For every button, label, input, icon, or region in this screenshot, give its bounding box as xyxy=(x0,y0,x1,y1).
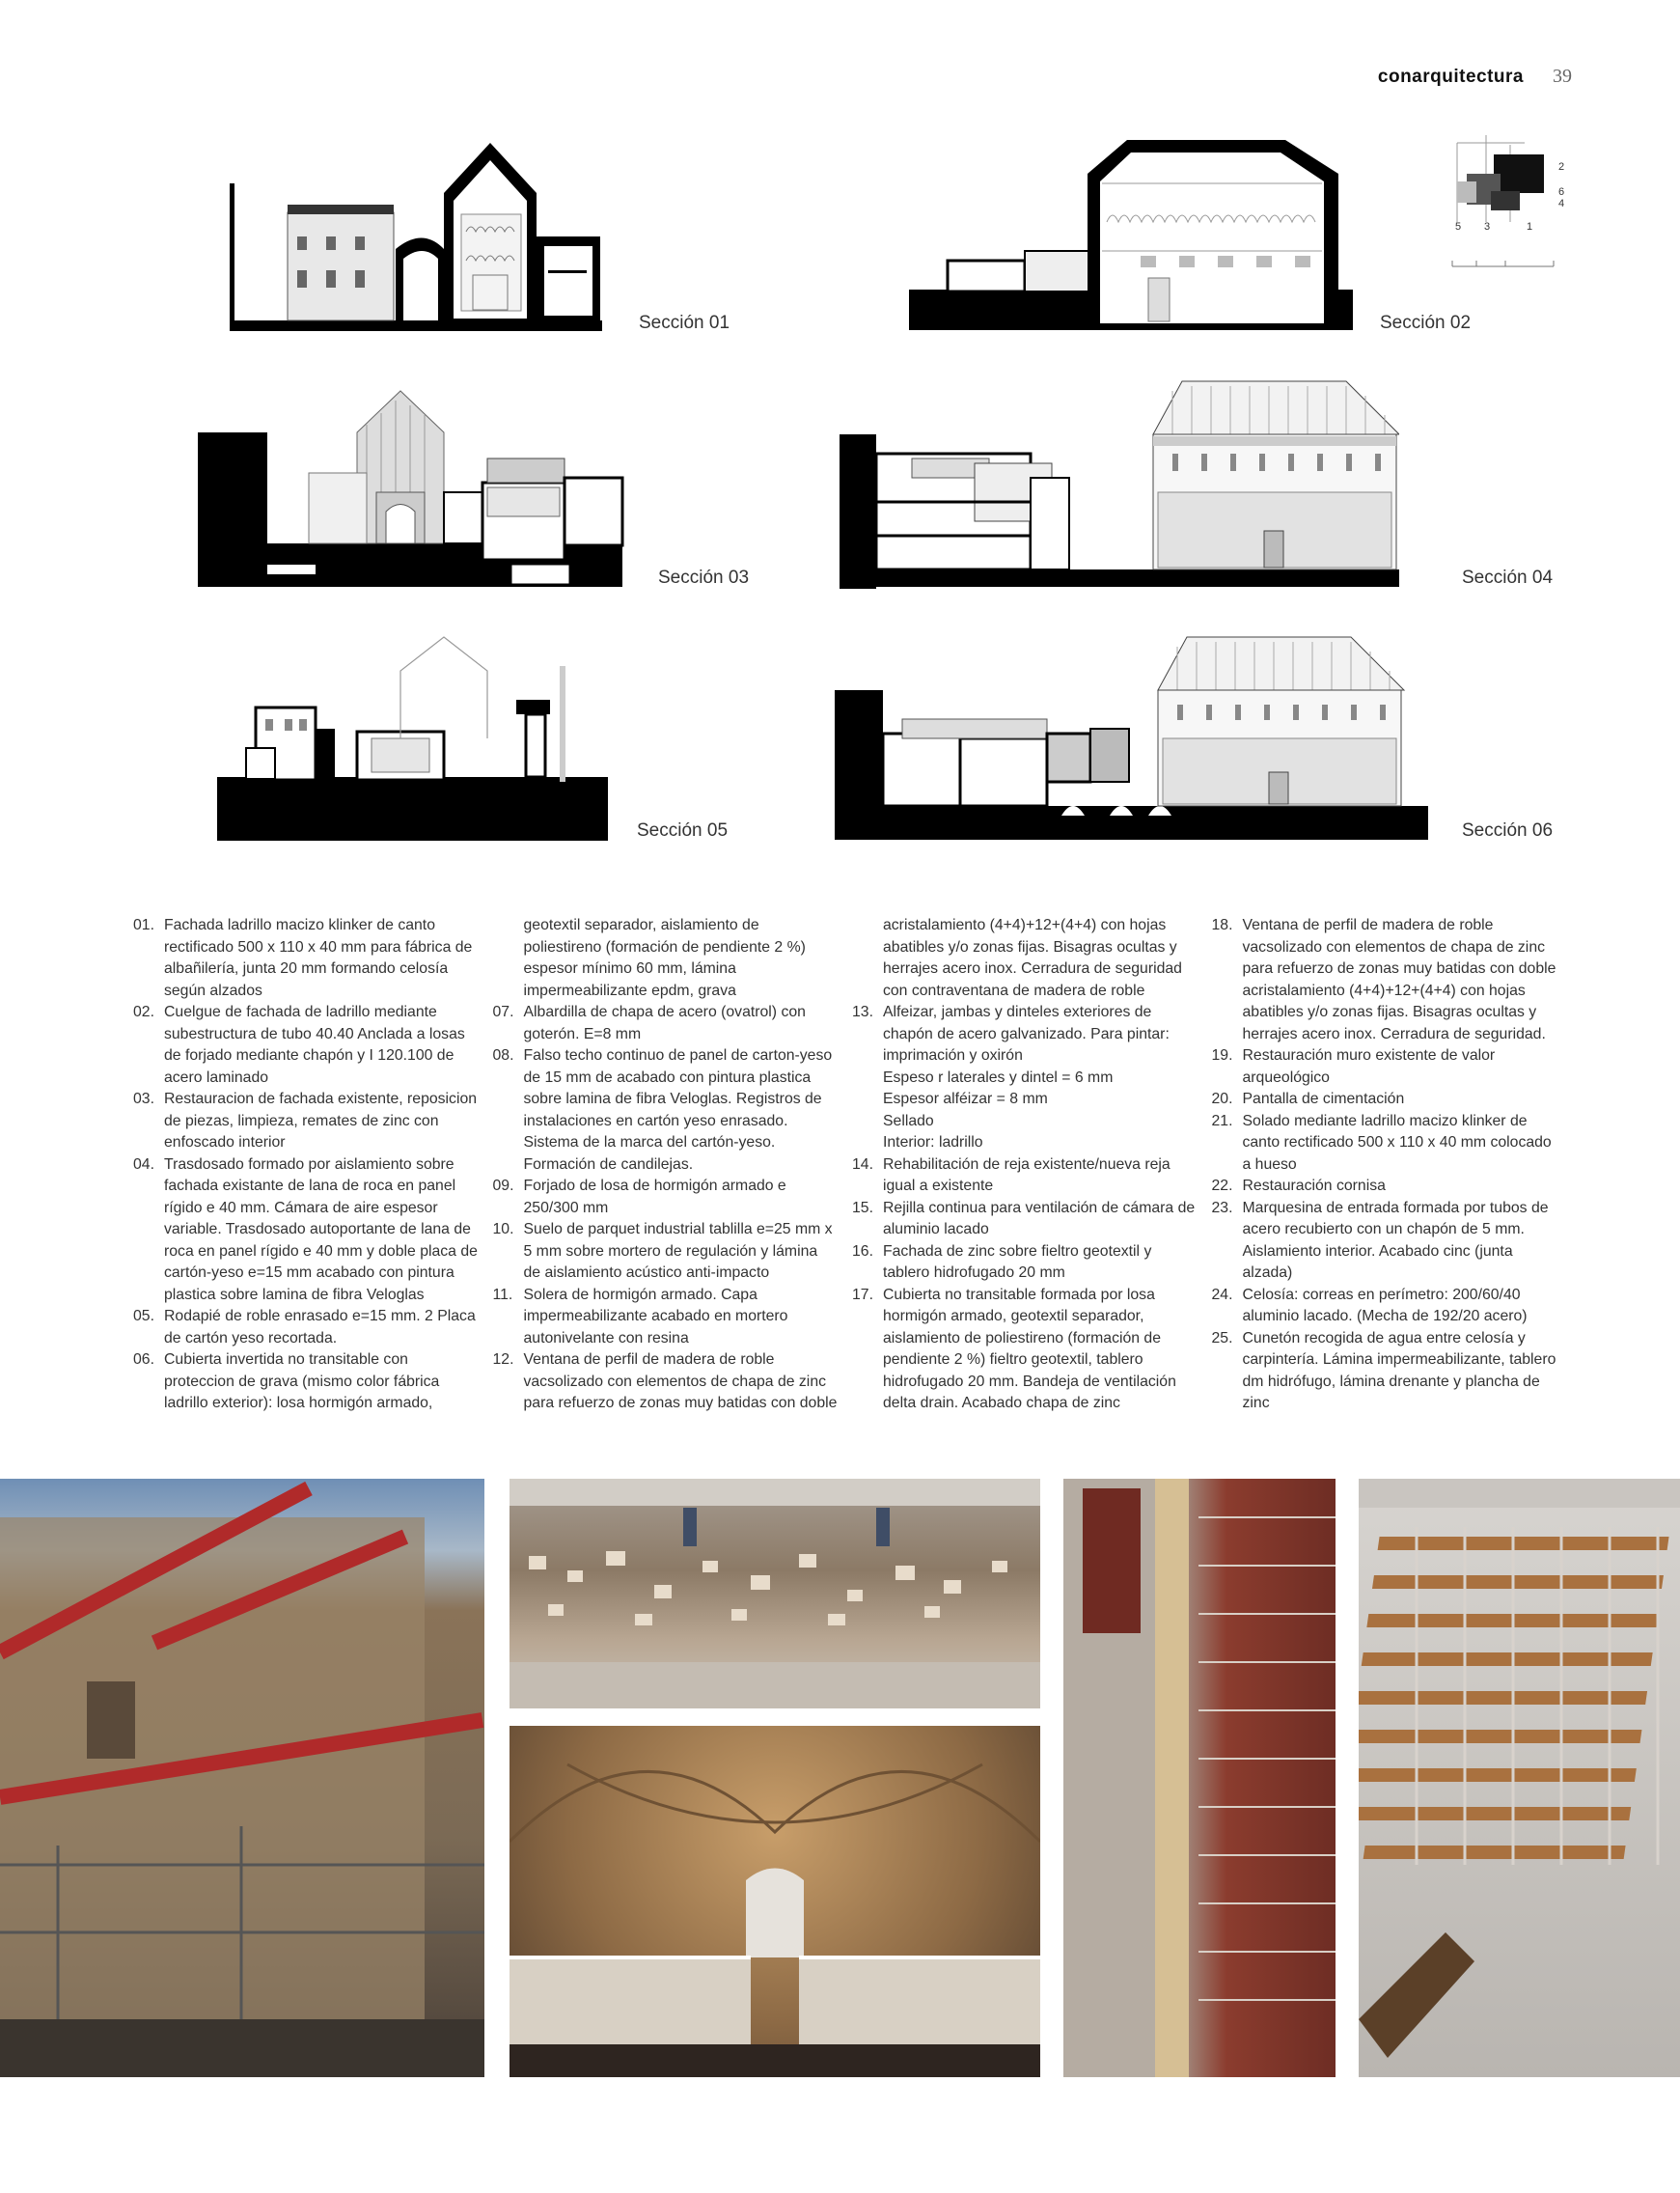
note-item: 13. Alfeizar, jambas y dinteles exteriores de chapón de acero galvanizado. Para pintar: imprimación y oxirón xyxy=(852,1004,1170,1064)
note-item: 15. Rejilla continua para ventilación de cámara de aluminio lacado xyxy=(852,1199,1196,1237)
key-plan-label-4: 4 xyxy=(1558,198,1565,209)
construction-notes xyxy=(133,915,1571,1415)
page-number: 39 xyxy=(1553,66,1572,87)
key-plan-diagram xyxy=(1438,135,1583,275)
section-06-label: Sección 06 xyxy=(1462,820,1554,841)
section-04-drawing xyxy=(840,376,1399,589)
notes-column-4 xyxy=(1212,915,1572,1415)
note-item: 09. Forjado de losa de hormigón armado e 250/300 mm xyxy=(492,1178,786,1216)
note-item: 18. Ventana de perfil de madera de roble vacsolizado con elementos de chapa de zinc para refuerzo de zonas muy batidas con doble acristalamiento (4+4)+12+(4+4) con hojas abatibles y/o zonas fijas. Bisagras ocultas y herrajes acero inox. Cerradura de seguridad. xyxy=(1211,917,1556,1042)
note-item: 01. Fachada ladrillo macizo klinker de canto rectificado 500 x 110 x 40 mm para fábrica de albañilería, junta 20 mm formando celosía según alzados xyxy=(133,917,473,999)
note-item: 20. Pantalla de cimentación xyxy=(1211,1091,1405,1107)
note-item: 12. Ventana de perfil de madera de roble vacsolizado con elementos de chapa de zinc para refuerzo de zonas muy batidas con doble xyxy=(492,1351,838,1411)
note-item: 10. Suelo de parquet industrial tablilla e=25 mm x 5 mm sobre mortero de regulación y lámina de aislamiento acústico anti-impacto xyxy=(492,1221,833,1281)
key-plan-label-3: 3 xyxy=(1484,221,1491,233)
note-item: 04. Trasdosado formado por aislamiento sobre fachada existante de lana de roca en panel rígido e 40 mm. Cámara de aire espesor variable. Trasdosado autoportante de lana de roca en panel rígido e 40 mm y doble placa de cartón-yeso e=15 mm acabado con pintura plastica sobre lamina de fibra Veloglas xyxy=(133,1155,478,1303)
magazine-brand: conarquitectura xyxy=(1377,67,1524,87)
key-plan-label-1: 1 xyxy=(1527,221,1533,233)
section-01-label: Sección 01 xyxy=(639,313,730,333)
note-item: 22. Restauración cornisa xyxy=(1211,1178,1386,1194)
note-item: Interior: ladrillo xyxy=(883,1134,983,1151)
note-item: 11. Solera de hormigón armado. Capa impermeabilizante acabado en mortero autonivelante con resina xyxy=(492,1286,788,1346)
note-item: 17. Cubierta no transitable formada por losa hormigón armado, geotextil separador, aislamiento de poliestireno (formación de pendiente 2 %) fieltro geotextil, tablero hidrofugado 20 mm. Bandeja de ventilación delta drain. Acabado chapa de zinc xyxy=(852,1286,1176,1411)
notes-column-3 xyxy=(852,915,1212,1415)
note-item: 21. Solado mediante ladrillo macizo klinker de canto rectificado 500 x 110 x 40 mm colocado a hueso xyxy=(1211,1112,1552,1173)
note-item: 03. Restauracion de fachada existente, reposicion de piezas, limpieza, remates de zinc con enfoscado interior xyxy=(133,1091,478,1151)
note-item: 19. Restauración muro existente de valor arqueológico xyxy=(1211,1047,1496,1086)
section-02-label: Sección 02 xyxy=(1380,313,1472,333)
notes-column-1 xyxy=(133,915,493,1415)
section-03-label: Sección 03 xyxy=(658,568,750,588)
note-item: 05. Rodapié de roble enrasado e=15 mm. 2 Placa de cartón yeso recortada. xyxy=(133,1308,476,1346)
note-item: 08. Falso techo continuo de panel de carton-yeso de 15 mm de acabado con pintura plastica sobre lamina de fibra Veloglas. Registros de instalaciones en cartón yeso enrasado. Sistema de la marca del cartón-yeso. Formación de candilejas. xyxy=(492,1047,833,1173)
section-01-drawing xyxy=(230,135,606,333)
note-item: 14. Rehabilitación de reja existente/nueva reja igual a existente xyxy=(852,1155,1170,1194)
note-item: 02. Cuelgue de fachada de ladrillo mediante subestructura de tubo 40.40 Anclada a losas de forjado mediante chapón y I 120.100 de acero laminado xyxy=(133,1004,465,1086)
section-03-drawing xyxy=(198,386,627,589)
note-item: 06. Cubierta invertida no transitable con proteccion de grava (mismo color fábrica ladrillo exterior): losa hormigón armado, xyxy=(133,1351,440,1411)
section-02-drawing xyxy=(909,135,1353,333)
note-item: 16. Fachada de zinc sobre fieltro geotextil y tablero hidrofugado 20 mm xyxy=(852,1242,1152,1281)
section-06-drawing xyxy=(835,632,1428,843)
note-item: 23. Marquesina de entrada formada por tubos de acero recubierto con un chapón de 5 mm. Aislamiento interior. Acabado cinc (junta alzada) xyxy=(1211,1199,1549,1281)
note-item: Espeso r laterales y dintel = 6 mm xyxy=(883,1069,1114,1086)
photo-vaulted-cellar xyxy=(510,1726,1040,2077)
note-item: Espesor alféizar = 8 mm xyxy=(883,1091,1048,1107)
photo-brick-lattice-wall xyxy=(510,1479,1040,1708)
key-plan-label-5: 5 xyxy=(1455,221,1462,233)
key-plan-label-2: 2 xyxy=(1558,161,1565,173)
photo-brick-wall-cladding-detail xyxy=(1063,1479,1336,2077)
note-item: geotextil separador, aislamiento de poliestireno (formación de pendiente 2 %) espesor mínimo 60 mm, lámina impermeabilizante epdm, grava xyxy=(523,917,806,999)
key-plan-label-6: 6 xyxy=(1558,186,1565,198)
photo-steel-beams-construction xyxy=(0,1479,484,2077)
page-header xyxy=(1378,66,1572,88)
note-item: 24. Celosía: correas en perímetro: 200/60/40 aluminio lacado. (Mecha de 192/20 acero) xyxy=(1211,1286,1528,1324)
note-item: Sellado xyxy=(883,1112,934,1129)
section-05-drawing xyxy=(217,632,613,843)
note-item: acristalamiento (4+4)+12+(4+4) con hojas abatibles y/o zonas fijas. Bisagras ocultas y herrajes acero inox. Cerradura de seguridad con contraventana de madera de roble xyxy=(883,917,1182,999)
note-item: 07. Albardilla de chapa de acero (ovatrol) con goterón. E=8 mm xyxy=(492,1004,806,1042)
section-05-label: Sección 05 xyxy=(637,820,729,841)
note-item: 25. Cunetón recogida de agua entre celosía y carpintería. Lámina impermeabilizante, tablero dm hidrófugo, lámina drenante y plancha de zinc xyxy=(1211,1329,1556,1411)
notes-column-2 xyxy=(493,915,853,1415)
photo-klinker-brick-lattice xyxy=(1359,1479,1680,2077)
section-04-label: Sección 04 xyxy=(1462,568,1554,588)
